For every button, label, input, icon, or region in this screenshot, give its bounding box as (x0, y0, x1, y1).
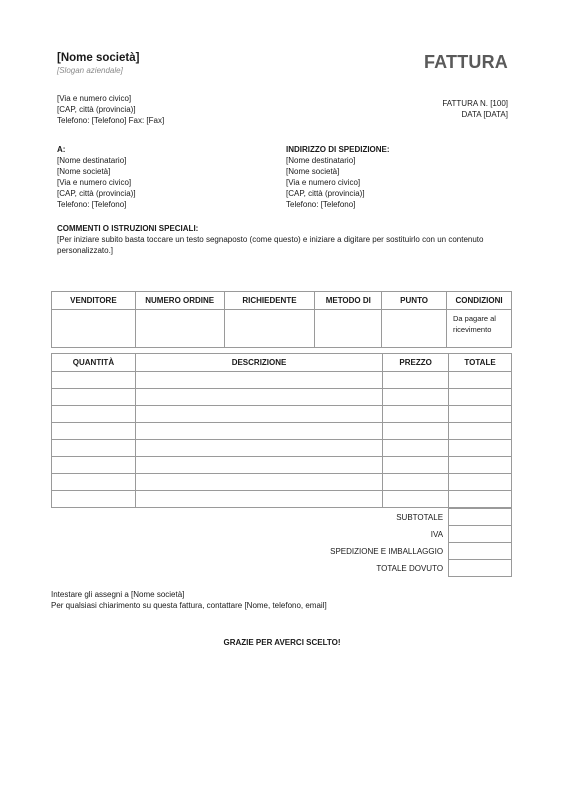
comments-heading: COMMENTI O ISTRUZIONI SPECIALI: (57, 224, 199, 233)
item-cell[interactable] (449, 372, 512, 389)
items-header-price: PREZZO (383, 354, 449, 372)
bill-to-heading: A: (57, 145, 66, 154)
total-due-label: TOTALE DOVUTO (376, 563, 444, 573)
sender-street: [Via e numero civico] (57, 94, 132, 103)
item-cell[interactable] (449, 440, 512, 457)
item-cell[interactable] (135, 372, 382, 389)
item-cell[interactable] (449, 474, 512, 491)
item-cell[interactable] (383, 440, 449, 457)
table-row (52, 389, 512, 406)
bill-to-line: [Nome società] (57, 167, 111, 176)
item-cell[interactable] (449, 457, 512, 474)
item-cell[interactable] (383, 406, 449, 423)
item-cell[interactable] (52, 372, 136, 389)
bill-to-block (57, 144, 136, 210)
totals-table (51, 508, 512, 577)
item-cell[interactable] (383, 491, 449, 508)
invoice-info (442, 98, 508, 120)
item-cell[interactable] (135, 457, 382, 474)
order-header-conditions: CONDIZIONI (447, 292, 512, 310)
company-name: [Nome società] (57, 52, 140, 64)
subtotal-label: SUBTOTALE (396, 512, 444, 522)
order-cell[interactable] (135, 310, 224, 348)
item-cell[interactable] (135, 474, 382, 491)
item-cell[interactable] (135, 406, 382, 423)
sender-phone: Telefono: [Telefono] Fax: [Fax] (57, 116, 165, 125)
vat-value[interactable] (449, 526, 512, 543)
item-cell[interactable] (52, 423, 136, 440)
ship-to-line: Telefono: [Telefono] (286, 200, 356, 209)
company-slogan: [Slogan aziendale] (57, 66, 123, 75)
total-due-value[interactable] (449, 560, 512, 577)
comments-text[interactable]: [Per iniziare subito basta toccare un testo segnaposto (come questo) e iniziare a digitare per sostituirlo con un contenuto personalizzato.] (57, 235, 484, 255)
table-row (52, 457, 512, 474)
shipping-label: SPEDIZIONE E IMBALLAGGIO (330, 546, 444, 556)
order-conditions-cell[interactable]: Da pagare al ricevimento (447, 310, 512, 348)
table-row (52, 423, 512, 440)
item-cell[interactable] (52, 389, 136, 406)
item-cell[interactable] (383, 474, 449, 491)
item-cell[interactable] (52, 457, 136, 474)
sender-address (57, 93, 164, 126)
item-cell[interactable] (449, 423, 512, 440)
order-header-seller: VENDITORE (52, 292, 136, 310)
item-cell[interactable] (383, 457, 449, 474)
item-cell[interactable] (449, 491, 512, 508)
table-row (52, 406, 512, 423)
order-header-order-number: NUMERO ORDINE (135, 292, 224, 310)
item-cell[interactable] (52, 440, 136, 457)
footer-notes (51, 589, 327, 611)
invoice-date: DATA [DATA] (461, 110, 508, 119)
order-header-point: PUNTO (382, 292, 447, 310)
thanks-message: GRAZIE PER AVERCI SCELTO! (223, 638, 341, 647)
order-header-method: METODO DI (315, 292, 382, 310)
table-row (52, 474, 512, 491)
item-cell[interactable] (135, 389, 382, 406)
bill-to-line: Telefono: [Telefono] (57, 200, 127, 209)
invoice-title: FATTURA (423, 52, 508, 72)
item-cell[interactable] (383, 423, 449, 440)
item-cell[interactable] (383, 372, 449, 389)
ship-to-line: [CAP, città (provincia)] (286, 189, 365, 198)
sender-city: [CAP, città (provincia)] (57, 105, 136, 114)
ship-to-heading: INDIRIZZO DI SPEDIZIONE: (286, 145, 390, 154)
ship-to-line: [Via e numero civico] (286, 178, 361, 187)
items-header-description: DESCRIZIONE (135, 354, 382, 372)
table-row (52, 491, 512, 508)
items-table (51, 353, 512, 508)
items-header-total: TOTALE (449, 354, 512, 372)
order-cell[interactable] (52, 310, 136, 348)
invoice-number: FATTURA N. [100] (442, 99, 508, 108)
table-row (52, 372, 512, 389)
subtotal-value[interactable] (449, 509, 512, 526)
item-cell[interactable] (449, 389, 512, 406)
item-cell[interactable] (52, 491, 136, 508)
bill-to-line: [Nome destinatario] (57, 156, 127, 165)
bill-to-line: [CAP, città (provincia)] (57, 189, 136, 198)
item-cell[interactable] (135, 423, 382, 440)
comments-block (57, 223, 507, 256)
ship-to-block (286, 144, 390, 210)
vat-label: IVA (430, 529, 444, 539)
item-cell[interactable] (135, 440, 382, 457)
bill-to-line: [Via e numero civico] (57, 178, 132, 187)
contact-note: Per qualsiasi chiarimento su questa fattura, contattare [Nome, telefono, email] (51, 601, 327, 610)
item-cell[interactable] (52, 474, 136, 491)
checks-note: Intestare gli assegni a [Nome società] (51, 590, 185, 599)
item-cell[interactable] (383, 389, 449, 406)
order-cell[interactable] (224, 310, 315, 348)
item-cell[interactable] (135, 491, 382, 508)
order-cell[interactable] (315, 310, 382, 348)
table-row (52, 440, 512, 457)
ship-to-line: [Nome società] (286, 167, 340, 176)
order-cell[interactable] (382, 310, 447, 348)
shipping-value[interactable] (449, 543, 512, 560)
order-table (51, 291, 512, 348)
item-cell[interactable] (52, 406, 136, 423)
ship-to-line: [Nome destinatario] (286, 156, 356, 165)
items-header-quantity: QUANTITÀ (52, 354, 136, 372)
order-header-requester: RICHIEDENTE (224, 292, 315, 310)
item-cell[interactable] (449, 406, 512, 423)
